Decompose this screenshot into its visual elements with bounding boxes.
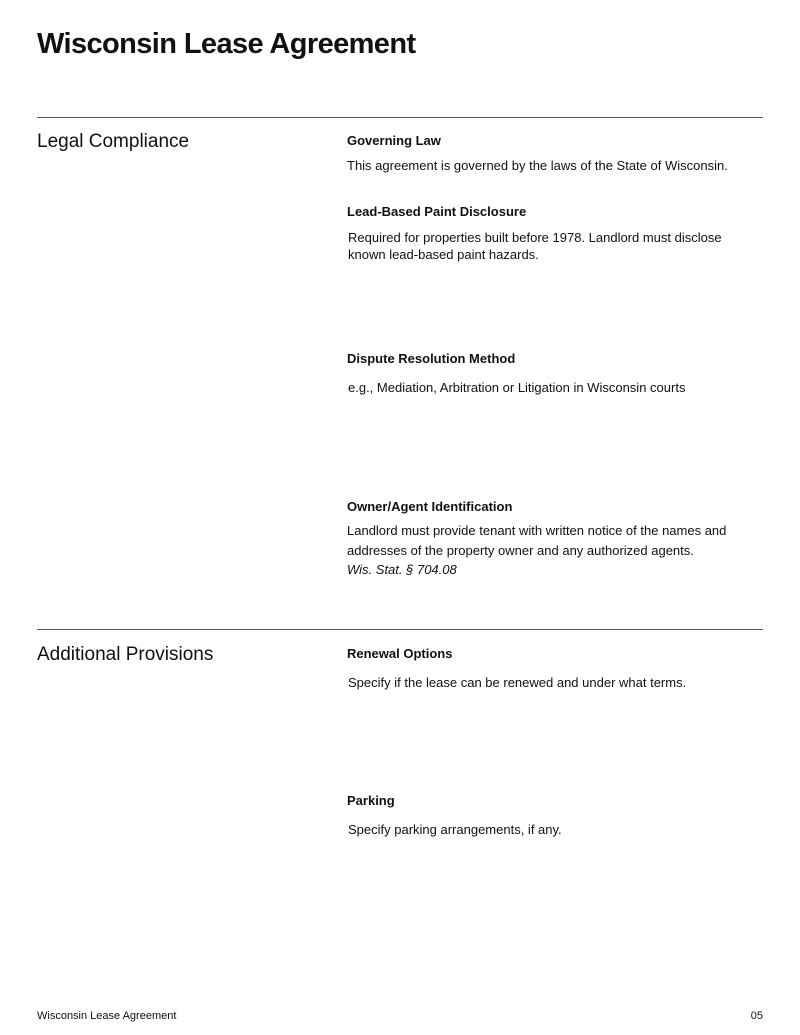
field-label-parking: Parking	[347, 793, 395, 808]
field-label-renewal-options: Renewal Options	[347, 646, 453, 661]
page-number: 05	[750, 1010, 763, 1022]
section-divider	[37, 629, 763, 630]
section-title-additional-provisions: Additional Provisions	[37, 644, 214, 665]
field-text-parking: Specify parking arrangements, if any.	[348, 822, 562, 837]
section-title-legal-compliance: Legal Compliance	[37, 131, 190, 152]
field-text-dispute-resolution: e.g., Mediation, Arbitration or Litigation in Wisconsin courts	[348, 380, 686, 395]
section-divider	[37, 117, 763, 118]
field-text-renewal-options: Specify if the lease can be renewed and under what terms.	[348, 675, 687, 690]
field-text-owner-agent: Landlord must provide tenant with written notice of the names and addresses of the property owner and any authorized agents.	[347, 523, 727, 558]
statute-citation: Wis. Stat. § 704.08	[347, 562, 457, 577]
field-text-governing-law: This agreement is governed by the laws of the State of Wisconsin.	[347, 158, 728, 173]
footer-document-title: Wisconsin Lease Agreement	[37, 1010, 177, 1022]
field-label-lead-paint: Lead-Based Paint Disclosure	[347, 204, 527, 219]
page-title: Wisconsin Lease Agreement	[37, 28, 416, 60]
field-text-lead-paint: Required for properties built before 1978. Landlord must disclose known lead-based paint hazards.	[348, 230, 722, 262]
field-label-owner-agent: Owner/Agent Identification	[347, 499, 513, 514]
field-label-governing-law: Governing Law	[347, 133, 441, 148]
field-label-dispute-resolution: Dispute Resolution Method	[347, 351, 516, 366]
